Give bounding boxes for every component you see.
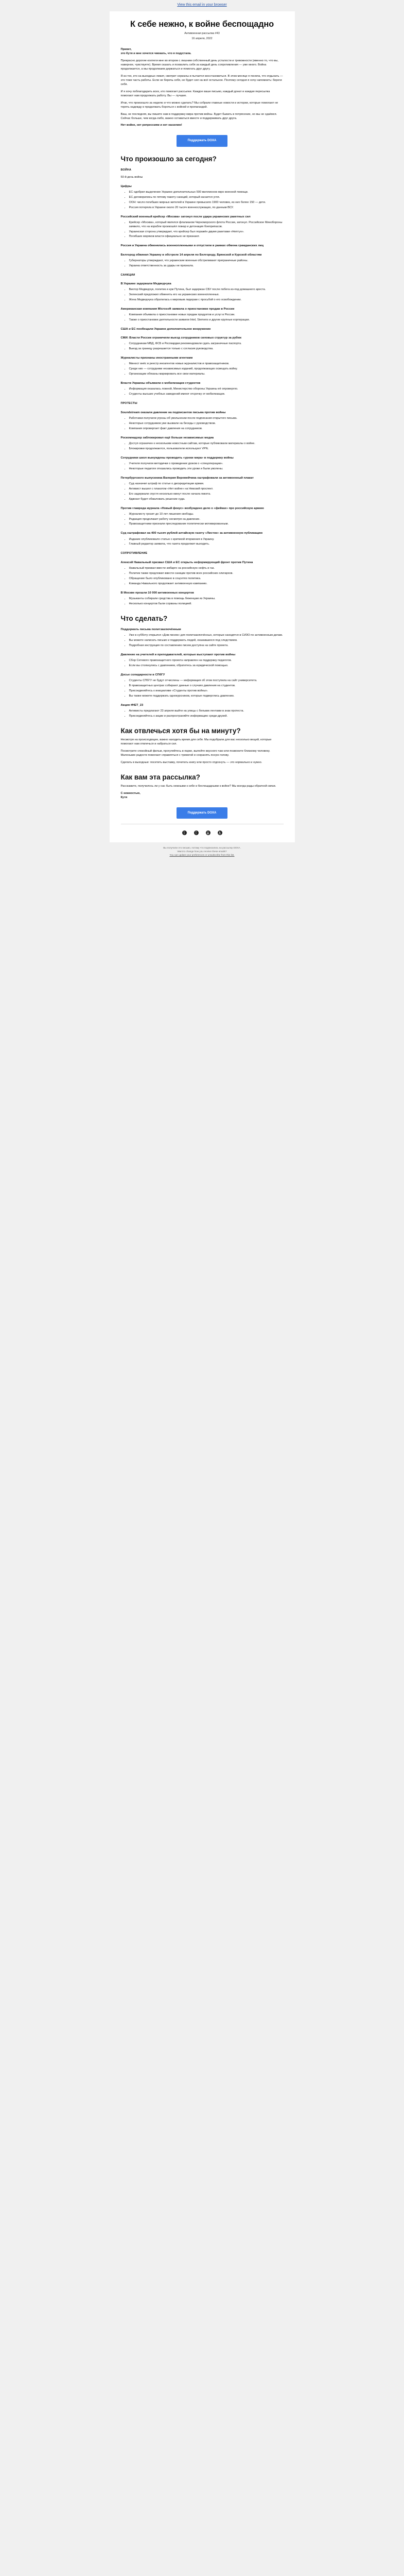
news-heading: Роскомнадзор заблокировал ещё больше независимых медиа (120, 436, 214, 439)
distract-paragraph: Сделать в выходные: посетить выставку, почитать книгу или просто отдохнуть — это нормально и нужно. (120, 760, 262, 764)
news-list (129, 342, 284, 351)
intro-paragraph: Прекрасно дорогие коллеги мне во втором с лишним собственный день усталости и тревожности (именно то, что вы, наверное, чувствуете). Время сказать и похвалить себя за каждый день сопротивления — уже много. Война продолжается, а мы продолжаем держаться и помогать друг другу. (120, 59, 278, 71)
intro-paragraph: Итак, что произошло за неделю и что можно сделать? Мы собрали главные новости и истории, которые помогают не терять надежду и продолжать бороться с войной и пропагандой. (120, 101, 278, 109)
sanctions-category: САНКЦИИ (120, 273, 135, 277)
action-list (129, 659, 284, 668)
list-item: • Работники получили угрозы об увольнении после подписания открытого письма. (129, 417, 284, 421)
news-section-title: Что произошло за сегодня? (120, 155, 217, 163)
resistance-category: СОПРОТИВЛЕНИЕ (120, 552, 148, 555)
list-item: • Студенты высших учебных заведений имеют отсрочку от мобилизации. (129, 393, 284, 397)
news-heading: В Украине задержали Медведчука (120, 282, 171, 286)
email-title: К себе нежно, к войне беспощадно (130, 20, 274, 29)
issue-number: Антивоенная рассылка #43 (184, 31, 220, 35)
signature-prefix: С нежностью, (120, 791, 140, 795)
list-item: • Компания опровергает факт давления на сотрудников. (129, 427, 284, 431)
greeting: Привет, (120, 48, 132, 52)
list-item: • Украинская сторона утверждает, что крейсер был поражён двумя ракетами «Нептун». (129, 230, 284, 234)
news-heading: Американская компания Microsoft заявила о приостановке продаж в России (120, 308, 235, 311)
list-item: • Сбор Сетевого правозащитного проекта направлен на поддержку педагогов. (129, 659, 284, 663)
list-item: • Среди них — сотрудники независимых изданий, продолжающих освещать войну. (129, 367, 284, 371)
news-list (129, 221, 284, 240)
news-heading: Россия и Украина обменялись военнопленными и отпустили в рамках обмена гражданских лиц (120, 244, 264, 248)
list-item: • Подробная инструкция по составлению писем доступна на сайте проекта. (129, 644, 284, 648)
list-item: • Несколько концертов были сорваны полицией. (129, 602, 284, 606)
list-item: • Его задержали спустя несколько минут после начала пикета. (129, 493, 284, 497)
list-item: • Вы можете написать письмо и поддержать людей, оказавшихся под следствием. (129, 639, 284, 643)
war-day: 50-й день войны (120, 175, 143, 179)
list-item: • Присоединяйтесь к акции и распространяйте информацию среди друзей. (129, 715, 284, 719)
list-item: • Также о приостановке деятельности заявили Intel, Siemens и другие крупные корпорации. (129, 318, 284, 323)
instagram-icon[interactable]: ◎ (206, 831, 210, 835)
list-item: • Обращение было опубликовано в соцсетях политика. (129, 577, 284, 581)
feedback-section-title: Как вам эта рассылка? (120, 773, 200, 781)
list-item: • Жена Медведчука обратилась к мировым лидерам с просьбой о его освобождении. (129, 298, 284, 302)
list-item: • Компания объявила о приостановке новых продаж продуктов и услуг в России. (129, 313, 284, 317)
action-heading: Давление на учителей и преподавателей, которые выступают против войны (120, 653, 236, 657)
news-heading: СМИ: Власти России ограничили выезд сотрудников силовых структур за рубеж (120, 336, 242, 340)
distract-paragraph: Несмотря на происходящее, важно находить время для себя. Мы подобрали для вас несколько вещей, которые помогают нам отвлечься и набраться сил. (120, 738, 272, 745)
news-list (129, 259, 284, 268)
list-item: • Минюст внёс в реестр иноагентов новых журналистов и правозащитников. (129, 362, 284, 366)
list-item: • Доступ ограничен к нескольким новостным сайтам, которые публиковали материалы о войне. (129, 442, 284, 446)
action-heading: Досье солидарности в СПбГУ (120, 673, 165, 677)
action-heading: Акция #НЕТ_23 (120, 703, 144, 707)
intro-slogan: Нет войне, нет репрессиям и нет насилию! (120, 124, 182, 127)
list-item: • Крейсер «Москва», который являлся флагманом Черноморского флота России, затонул. Российское Минобороны заявило, что на корабле произошёл пожар и детонация боеприпасов. (129, 221, 284, 229)
list-item: • Губернаторы утверждают, что украинские военные обстреливают приграничные районы. (129, 259, 284, 263)
list-item: • Журналисту грозит до 10 лет лишения свободы. (129, 513, 284, 517)
news-heading: Soundstream оказали давление на подписантов письма против войны (120, 411, 226, 414)
issue-date: 16 апреля, 2022 (191, 37, 213, 40)
action-list (129, 634, 284, 648)
action-heading: Поддержать письма политзаключённым (120, 628, 181, 632)
feedback-text: Расскажите, получилось ли у нас быть нежными к себе и беспощадными к войне? Мы всегда рады обратной связи. (120, 784, 276, 788)
list-item: • Если вы столкнулись с давлением, обратитесь за юридической помощью. (129, 664, 284, 668)
actions-section-title: Что сделать? (120, 614, 168, 622)
news-list (129, 362, 284, 377)
list-item: • Адвокат будет обжаловать решение суда. (129, 498, 284, 502)
signature-name: Кутя (120, 795, 128, 799)
list-item: • Блокировки продолжаются, пользователи используют VPN. (129, 447, 284, 451)
list-item: • Суд назначил штраф по статье о дискредитации армии. (129, 482, 284, 486)
news-heading: Власти Украины объявили о мобилизации студентов (120, 382, 201, 385)
news-heading: Белгород обвинил Украину в обстреле 14 апреля по Белгороду, Брянской и Курской областям (120, 253, 262, 257)
list-item: • ЕС одобрил выделение Украине дополнительных 500 миллионов евро военной помощи. (129, 191, 284, 195)
news-list (129, 313, 284, 323)
news-heading: Российский военный крейсер «Москва» затонул после удара украинских ракетных сил (120, 215, 251, 218)
facebook-icon[interactable]: f (194, 831, 199, 835)
intro-paragraph: Я из тех, кто на выходных лежит, смотрит сериалы и пытается восстановиться. В этом месяце я поняла, что отдыхать — это тоже часть работы. Если не беречь себя, не будет сил на всё остальное. Поэтому сегодня я хочу напомнить: береги себя. (120, 75, 283, 86)
footer-line: Вы получили это письмо, потому что подписались на рассылку DOXA. (163, 846, 241, 850)
list-item: • Россия потеряла в Украине около 20 тысяч военнослужащих, по данным ВСУ. (129, 206, 284, 210)
list-item: • Активист вышел с плакатом «Нет войне» на Невский проспект. (129, 487, 284, 492)
list-item: • Издание опубликовало статью с критикой вторжения в Украину. (129, 538, 284, 542)
list-item: • Политик также предложил ввести санкции против всех российских олигархов. (129, 572, 284, 576)
list-item: • Сотрудникам МВД, ФСБ и Росгвардии рекомендовали сдать заграничные паспорта. (129, 342, 284, 346)
social-links (121, 831, 284, 835)
list-item: • Главный редактор заявила, что газета продолжит выходить. (129, 543, 284, 547)
footer-line: Want to change how you receive these emails? (177, 850, 227, 853)
list-item: • Учителя получили методички о проведении уроков о «спецоперации». (129, 462, 284, 466)
twitter-icon[interactable]: t (182, 831, 187, 835)
intro-section (121, 48, 284, 128)
cta-row-bottom (121, 807, 284, 819)
news-list (129, 538, 284, 547)
news-list (129, 513, 284, 527)
action-list (129, 709, 284, 719)
list-item: • Присоединяйтесь к инициативе «Студенты против войны». (129, 689, 284, 693)
list-item: • Редакция продолжает работу несмотря на давление. (129, 518, 284, 522)
numbers-heading: Цифры (120, 184, 132, 188)
news-heading: Алексей Навальный призвал США и ЕС открыть неформирующий фронт против Путина (120, 561, 253, 565)
news-heading: США и ЕС пообещали Украине дополнительное вооружение (120, 328, 211, 331)
telegram-icon[interactable]: ➤ (218, 831, 222, 835)
news-list (129, 567, 284, 586)
list-item: • Уже в субботу открылся «Дом писем» для политзаключённых, которые находятся в СИЗО по антивоенным делам. (129, 634, 284, 638)
news-list (129, 482, 284, 502)
intro-paragraph: И я хочу поблагодарить всех, кто помогает рассылке. Каждое ваше письмо, каждый донат и каждая пересылка помогают нам продолжать работу. Вы — лучшие. (120, 90, 270, 97)
list-item: • Виктор Медведчук, политик и кум Путина, был задержан СБУ после побега из-под домашнего ареста. (129, 288, 284, 292)
list-item: • Выезд за границу разрешается только с согласия руководства. (129, 347, 284, 351)
news-heading: Петербургского выпускника Валерия Веремейчика оштрафовали за антивоенный плакат (120, 476, 254, 480)
greeting-line-2: это Кутя и мне хочется чмокать, что я подустала. (120, 52, 191, 56)
unsubscribe-link[interactable]: You can update your preferences or unsubscribe from this list. (169, 854, 235, 857)
news-heading: Против главреда журнала «Новый фокус» возбуждено дело о «фейках» про российскую армию (120, 506, 264, 510)
list-item: • В правозащитных центрах собирают данные о случаях давления на студентов. (129, 684, 284, 688)
news-heading: Суд оштрафовал на 400 тысяч рублей алтайскую газету «Листок» за антивоенную публикацию (120, 532, 263, 535)
numbers-list (129, 191, 284, 210)
news-list (129, 417, 284, 431)
donate-button[interactable]: Поддержать DOXA (177, 135, 228, 147)
list-item: • Организации обязаны маркировать все свои материалы. (129, 372, 284, 377)
list-item: • Навальный призвал ввести эмбарго на российскую нефть и газ. (129, 567, 284, 571)
action-list (129, 679, 284, 699)
list-item: • Некоторых сотрудников уже вызвали на беседы с руководством. (129, 422, 284, 426)
news-heading: Журналисты признаны иностранными агентами (120, 357, 193, 360)
list-item: • Украина ответственность за удары не признала. (129, 264, 284, 268)
email-body (110, 11, 295, 842)
list-item: • Некоторые педагоги отказались проводить эти уроки и были уволены. (129, 467, 284, 471)
browser-link-bar (0, 0, 404, 11)
list-item: • Активисты предлагают 23 апреля выйти на улицы с белыми лентами в знак протеста. (129, 709, 284, 714)
news-heading: В Москве прошли 10 000 антивоенных концертов (120, 591, 194, 595)
news-list (129, 462, 284, 471)
list-item: • Команда Навального продолжает антивоенную кампанию. (129, 582, 284, 586)
donate-button-bottom[interactable]: Поддержать DOXA (177, 807, 228, 819)
email-footer (110, 842, 295, 862)
news-heading: Сотрудники школ вынуждены проводить «уроки мира» в поддержку войны (120, 456, 234, 460)
list-item: • ЕС договорились по пятому пакету санкций, который касается угля. (129, 196, 284, 200)
list-item: • Правозащитники признали преследование политически мотивированным. (129, 522, 284, 527)
list-item: • Музыканты собирали средства в помощь беженцам из Украины. (129, 597, 284, 601)
list-item: • Погибших моряков власти официально не признают. (129, 235, 284, 239)
news-list (129, 387, 284, 397)
news-list (129, 597, 284, 606)
news-list (129, 442, 284, 451)
list-item: • Зеленский предложил обменять его на украинских военнопленных. (129, 293, 284, 297)
distract-section-title: Как отвлечься хотя бы на минуту? (120, 726, 241, 735)
list-item: • Вы также можете поддержать однокурсников, которые подверглись давлению. (129, 694, 284, 699)
distract-paragraph: Посмотрите спокойный фильм, прогуляйтесь в парке, выпейте вкусного чаю или позвоните близкому человеку. Маленькие радости помогают справляться с тревогой и сохранять ясную голову. (120, 749, 270, 757)
issue-meta (121, 32, 284, 41)
war-category: ВОЙНА (120, 168, 132, 172)
list-item: • Информация оказалась ложной, Министерство обороны Украины её опровергло. (129, 387, 284, 392)
list-item: • Студенты СПбГУ не будут отчислены — информация об этом поступила на сайт университета. (129, 679, 284, 683)
protests-category: ПРОТЕСТЫ (120, 402, 137, 405)
cta-row (121, 135, 284, 147)
list-item: • ООН: число погибших мирных жителей в Украине превысило 1900 человек, из них более 150 — дети. (129, 201, 284, 205)
footer-line (121, 854, 284, 857)
view-in-browser-link[interactable]: View this email in your browser (177, 3, 227, 7)
intro-paragraph: Ваш, не последняя, вы пишете нам в поддержку мира против войны. Будет бывать в потрясение, но мы не сдаёмся. Сейчас больше, чем когда-либо, важно оставаться вместе и поддерживать друг друга. (120, 112, 277, 120)
news-list (129, 288, 284, 302)
